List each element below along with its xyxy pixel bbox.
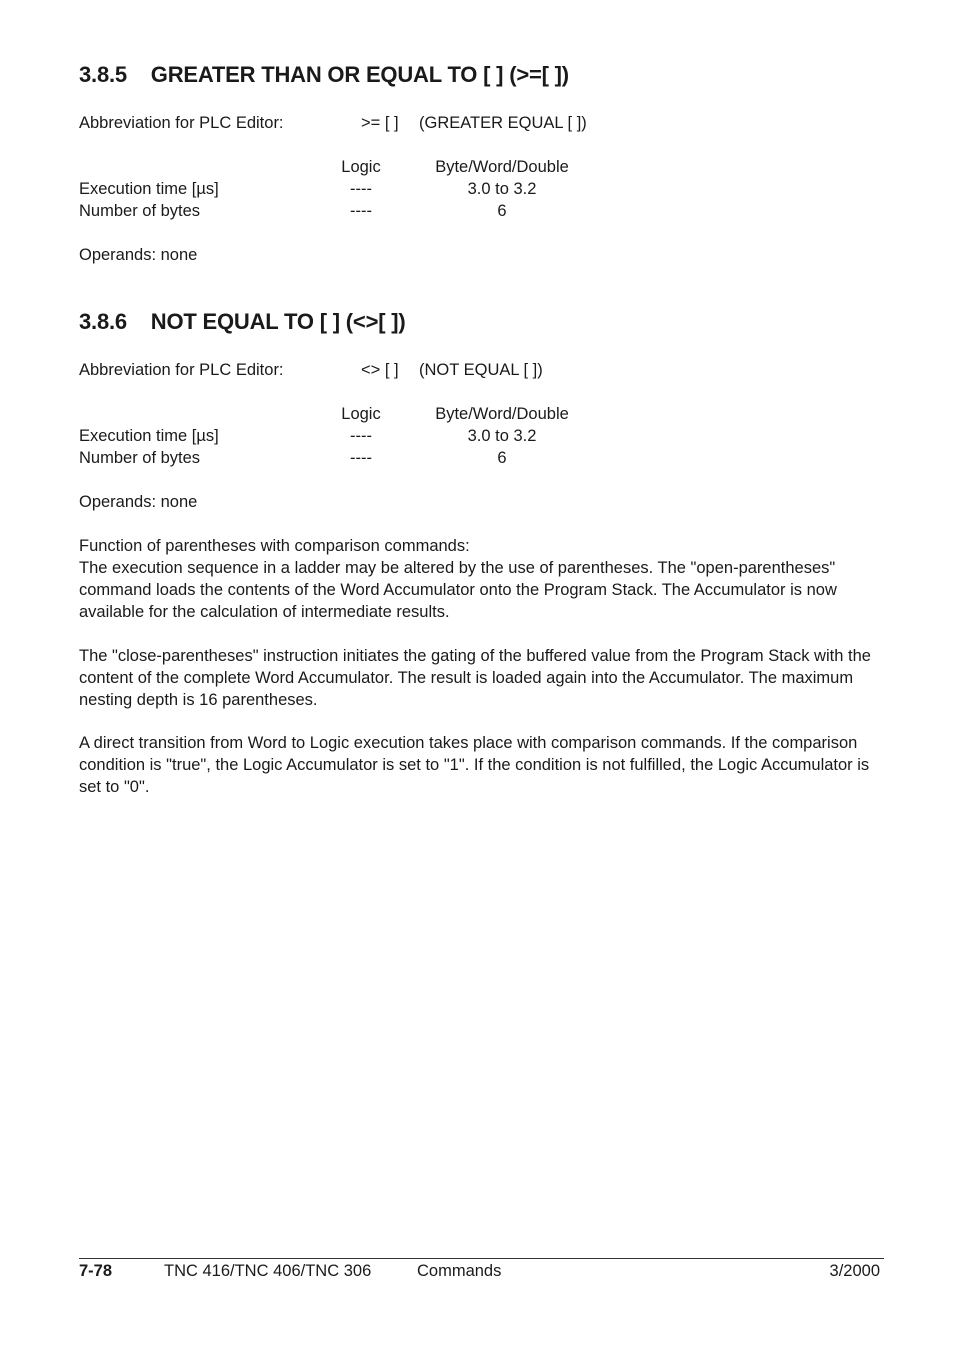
abbrev-label: Abbreviation for PLC Editor:: [79, 361, 284, 379]
section-title: GREATER THAN OR EQUAL TO [ ] (>=[ ]): [150, 62, 569, 87]
abbrev-code: >= [ ]: [361, 114, 399, 132]
operands-line: Operands: none: [79, 493, 198, 511]
row-logic-value: ----: [350, 449, 372, 467]
row-value: 3.0 to 3.2: [467, 427, 537, 445]
row-value: 6: [497, 449, 507, 467]
row-label: Execution time [µs]: [79, 180, 219, 198]
paragraph-intro: Function of parentheses with comparison commands:: [79, 537, 470, 555]
row-label: Number of bytes: [79, 449, 201, 467]
row-logic-value: ----: [350, 427, 372, 445]
paragraph-close-parentheses: The "close-parentheses" instruction initiates the gating of the buffered value from the Program Stack with the content of the complete Word Accumulator. The result is loaded again into the Accumulator. The maximum nesting depth is 16 parentheses.: [79, 647, 871, 709]
body-text: [79, 535, 879, 623]
page-number: 7-78: [79, 1262, 113, 1280]
section-number: 3.8.5: [79, 62, 127, 87]
abbrev-code: <> [ ]: [361, 361, 399, 379]
row-label: Execution time [µs]: [79, 427, 219, 445]
row-value: 3.0 to 3.2: [467, 180, 537, 198]
column-header-byte-word-double: Byte/Word/Double: [435, 405, 569, 423]
section-heading-3-8-5: [79, 62, 569, 88]
abbrev-name: (NOT EQUAL [ ]): [419, 361, 543, 379]
section-heading-3-8-6: [79, 309, 406, 335]
row-logic-value: ----: [350, 202, 372, 220]
column-header-byte-word-double: Byte/Word/Double: [435, 158, 569, 176]
operands-line: Operands: none: [79, 246, 198, 264]
section-number: 3.8.6: [79, 309, 127, 334]
abbrev-label: Abbreviation for PLC Editor:: [79, 114, 284, 132]
paragraph-open-parentheses: The execution sequence in a ladder may be altered by the use of parentheses. The "open-parentheses" command loads the contents of the Word Accumulator onto the Program Stack. The Accumulator is now available for the calculation of intermediate results.: [79, 559, 837, 621]
column-header-logic: Logic: [341, 405, 381, 423]
row-label: Number of bytes: [79, 202, 201, 220]
row-logic-value: ----: [350, 180, 372, 198]
row-value: 6: [497, 202, 507, 220]
paragraph-word-to-logic: A direct transition from Word to Logic execution takes place with comparison commands. If the comparison condition is "true", the Logic Accumulator is set to "1". If the condition is not fulfilled, the Logic Accumulator is set to "0".: [79, 734, 870, 796]
footer-product: TNC 416/TNC 406/TNC 306: [164, 1262, 372, 1280]
footer-chapter: Commands: [417, 1262, 502, 1280]
section-title: NOT EQUAL TO [ ] (<>[ ]): [150, 309, 406, 334]
footer-date: 3/2000: [829, 1262, 880, 1280]
footer-divider: [79, 1258, 884, 1259]
column-header-logic: Logic: [341, 158, 381, 176]
abbrev-name: (GREATER EQUAL [ ]): [419, 114, 587, 132]
